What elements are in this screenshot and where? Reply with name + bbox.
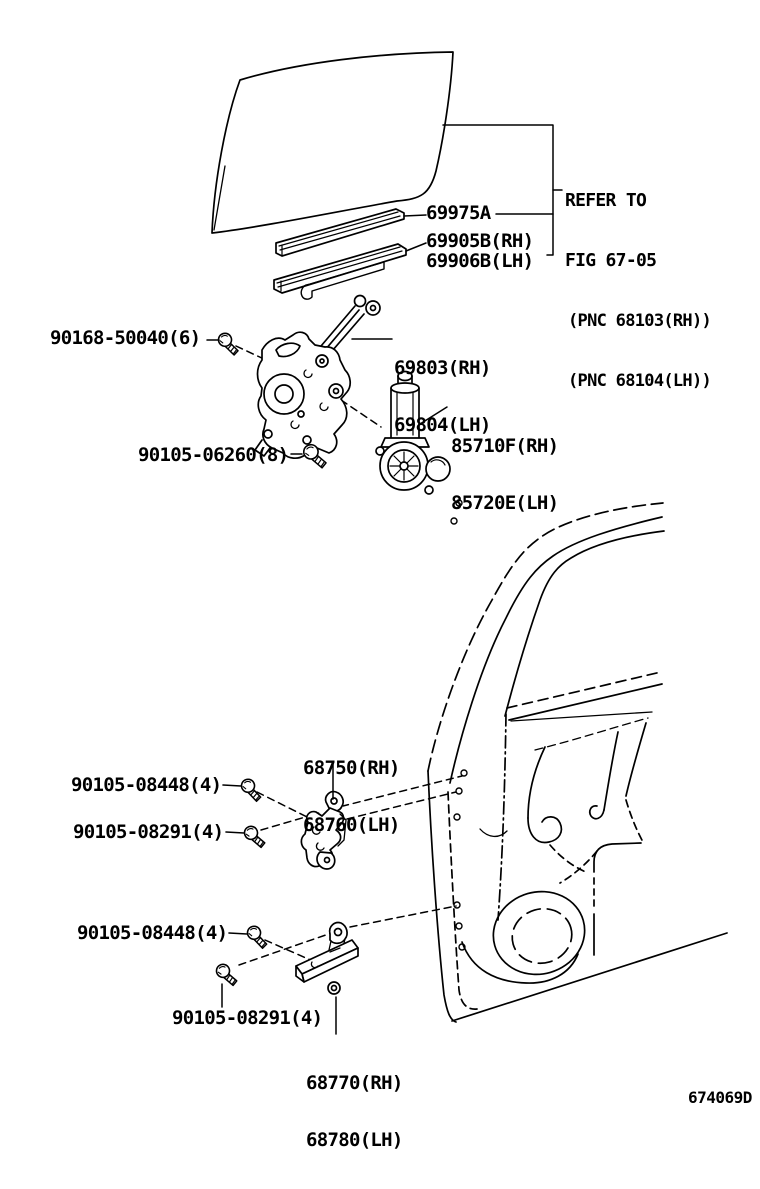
part-label-90168-50040: 90168-50040(6)	[50, 327, 201, 349]
glass-weatherstrip-69975A	[276, 209, 404, 256]
part-label-85720E: 85720E(LH)	[451, 492, 559, 514]
door-hinge-lower	[296, 923, 358, 994]
refer-note	[565, 151, 711, 431]
door-glass	[212, 52, 453, 233]
part-label-motor	[451, 399, 558, 551]
part-label-upper-hinge	[303, 721, 400, 873]
refer-note-pnc-lh: (PNC 68104(LH))	[568, 371, 712, 391]
refer-note-pnc-rh: (PNC 68103(RH))	[568, 311, 712, 331]
part-label-85710F: 85710F(RH)	[451, 435, 559, 457]
part-label-68760: 68760(LH)	[303, 814, 400, 836]
refer-note-line2: FIG 67-05	[565, 250, 657, 271]
part-label-69975A: 69975A	[426, 202, 491, 224]
part-label-90105-08448-upper: 90105-08448(4)	[71, 774, 222, 796]
refer-note-line1: REFER TO	[565, 190, 647, 211]
part-label-69906B: 69906B(LH)	[426, 250, 534, 272]
bolt-08291-lower-icon	[215, 964, 239, 986]
part-label-90105-08448-lower: 90105-08448(4)	[77, 922, 228, 944]
window-regulator	[255, 296, 380, 459]
figure-code: 674069D	[688, 1088, 752, 1107]
part-label-69803: 69803(RH)	[394, 357, 491, 379]
screw-90168-icon	[216, 332, 241, 356]
part-label-90105-08291-upper: 90105-08291(4)	[73, 821, 224, 843]
part-label-68780: 68780(LH)	[306, 1129, 403, 1151]
part-label-68770: 68770(RH)	[306, 1072, 403, 1094]
rear-door-panel	[428, 500, 727, 1022]
bolt-08448-upper-icon	[239, 778, 265, 802]
part-label-69804: 69804(LH)	[394, 414, 491, 436]
bolt-08448-lower-icon	[245, 925, 271, 949]
part-label-lower-hinge	[306, 1036, 403, 1188]
part-label-68750: 68750(RH)	[303, 757, 400, 779]
part-label-69905B: 69905B(RH)	[426, 230, 534, 252]
part-label-90105-06260: 90105-06260(8)	[138, 444, 289, 466]
part-label-90105-08291-lower: 90105-08291(4)	[172, 1007, 323, 1029]
